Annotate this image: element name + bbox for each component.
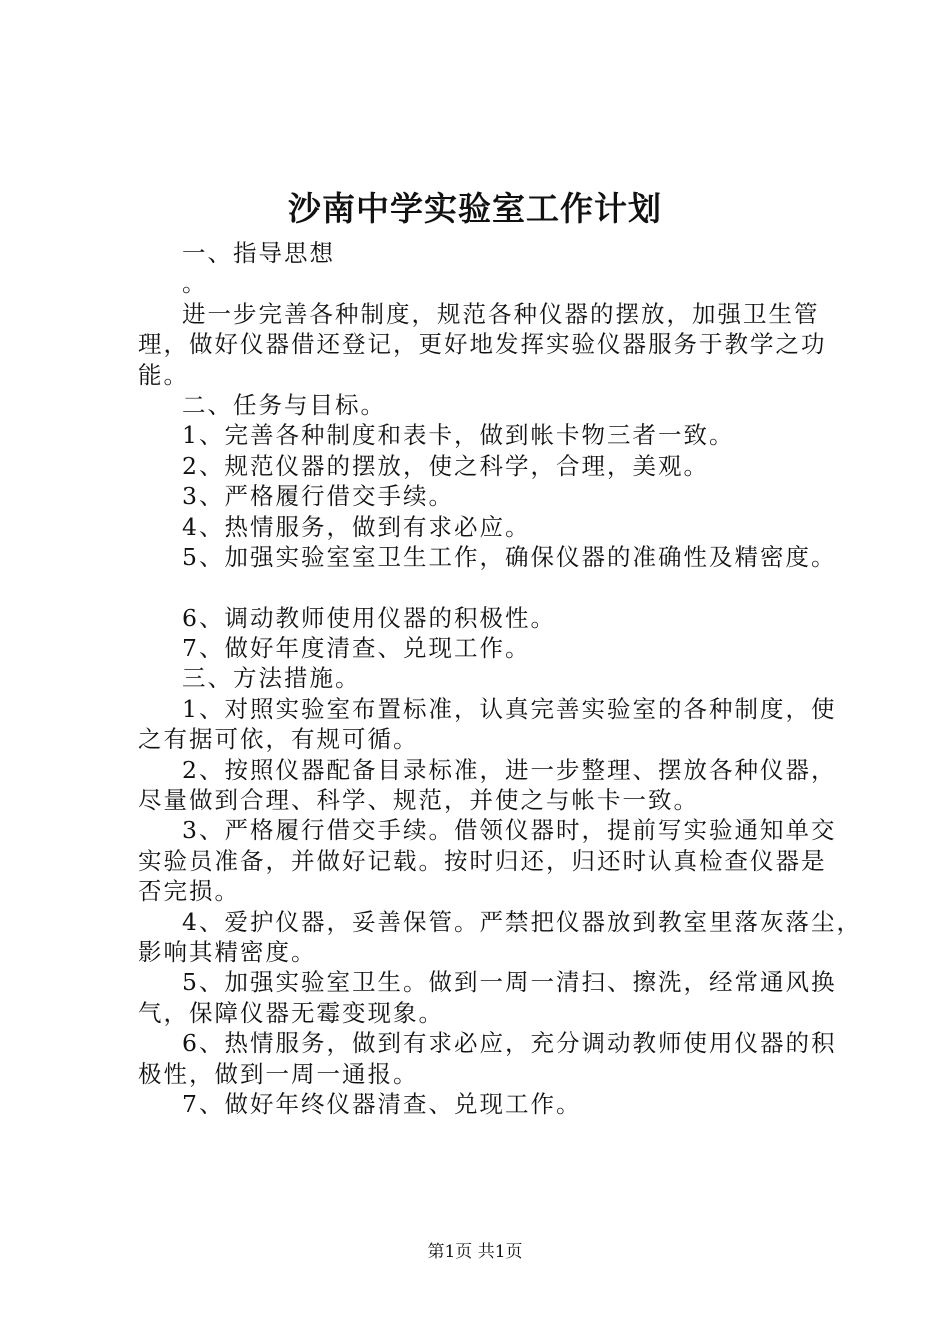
- list-item: 5、加强实验室卫生。做到一周一清扫、擦洗，经常通风换: [182, 968, 837, 997]
- paragraph-line: 进一步完善各种制度，规范各种仪器的摆放，加强卫生管: [182, 299, 820, 328]
- list-item-continuation: 影响其精密度。: [138, 937, 317, 966]
- list-item: 6、调动教师使用仪器的积极性。: [182, 603, 556, 632]
- list-item: 4、爱护仪器，妥善保管。严禁把仪器放到教室里落灰落尘，: [182, 907, 862, 936]
- list-item: 4、热情服务，做到有求必应。: [182, 512, 531, 541]
- list-item-continuation: 尽量做到合理、科学、规范，并使之与帐卡一致。: [138, 786, 699, 815]
- list-item: 6、热情服务，做到有求必应，充分调动教师使用仪器的积: [182, 1029, 837, 1058]
- list-item-continuation: 之有据可依，有规可循。: [138, 725, 419, 754]
- list-item-continuation: 否完损。: [138, 877, 240, 906]
- list-item: 3、严格履行借交手续。借领仪器时，提前写实验通知单交: [182, 816, 837, 845]
- list-item-continuation: 极性，做到一周一通报。: [138, 1059, 419, 1088]
- section-heading: 二、任务与目标。: [182, 390, 386, 419]
- list-item: 1、对照实验室布置标准，认真完善实验室的各种制度，使: [182, 694, 837, 723]
- list-item-continuation: 实验员准备，并做好记载。按时归还，归还时认真检查仪器是: [138, 846, 827, 875]
- document-title: 沙南中学实验室工作计划: [288, 189, 662, 228]
- list-item: 1、完善各种制度和表卡，做到帐卡物三者一致。: [182, 421, 735, 450]
- list-item: 5、加强实验室室卫生工作，确保仪器的准确性及精密度。: [182, 542, 837, 571]
- section-heading: 一、指导思想: [182, 239, 335, 267]
- list-item: 3、严格履行借交手续。: [182, 482, 454, 511]
- list-item: 2、规范仪器的摆放，使之科学，合理，美观。: [182, 451, 709, 480]
- list-item: 7、做好年度清查、兑现工作。: [182, 634, 531, 663]
- page-footer: 第1页 共1页: [427, 1242, 523, 1262]
- list-item: 2、按照仪器配备目录标准，进一步整理、摆放各种仪器，: [182, 755, 837, 784]
- list-item: 7、做好年终仪器清查、兑现工作。: [182, 1089, 582, 1118]
- paragraph-line: 。: [182, 269, 208, 298]
- paragraph-line: 理，做好仪器借还登记，更好地发挥实验仪器服务于教学之功: [138, 330, 827, 359]
- list-item-continuation: 气，保障仪器无霉变现象。: [138, 998, 444, 1027]
- document-body: [138, 238, 862, 1119]
- paragraph-line: 能。: [138, 360, 189, 389]
- blank-line: [138, 572, 838, 602]
- section-heading: 三、方法措施。: [182, 664, 361, 693]
